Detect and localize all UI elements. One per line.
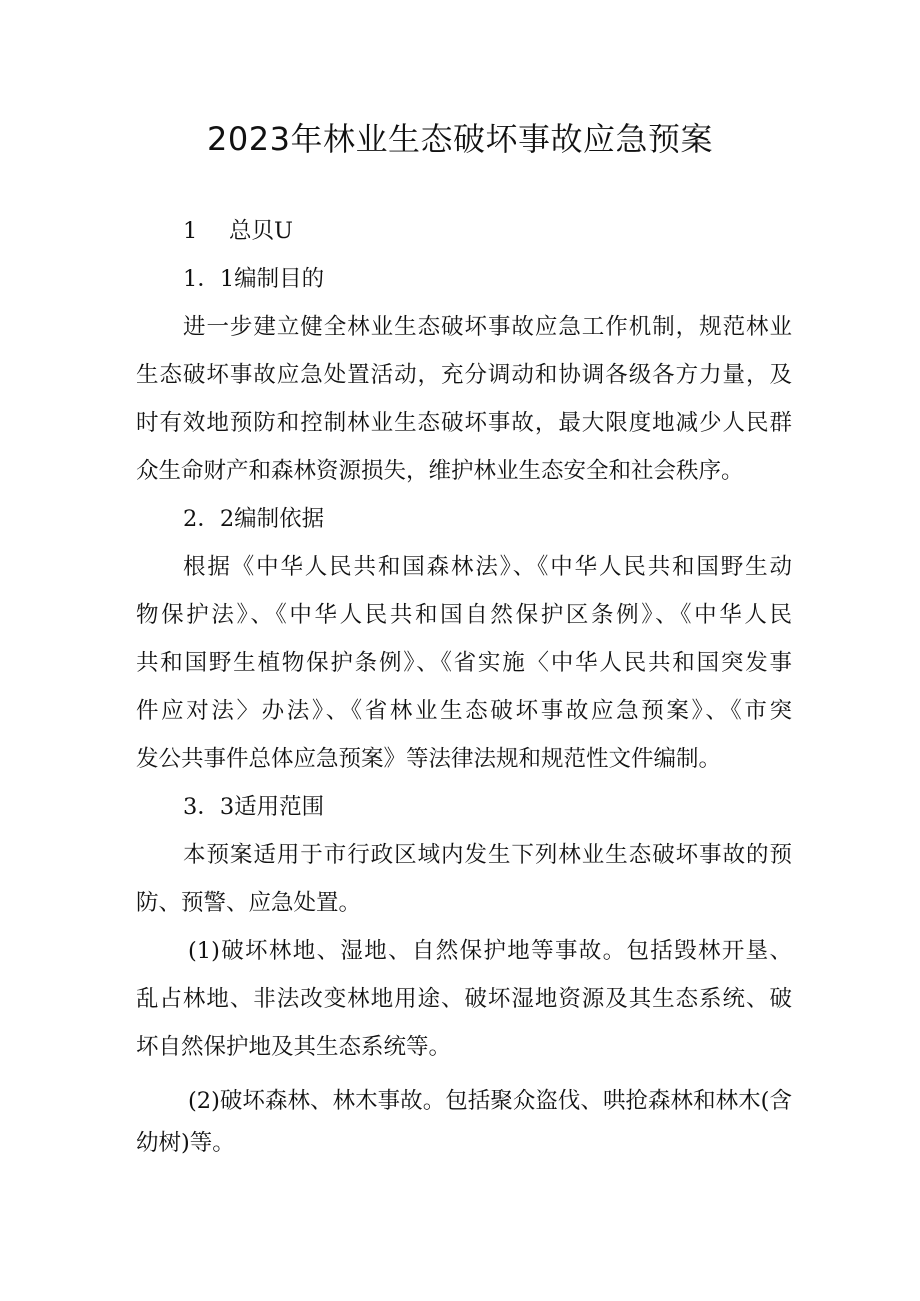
paragraph-purpose-line-3: 时有效地预防和控制林业生态破坏事故，最大限度地减少人民群 <box>136 410 792 436</box>
section-heading-1 <box>183 216 293 246</box>
scope-item-2-line-1: (2)破坏森林、林木事故。包括聚众盗伐、哄抢森林和林木(含 <box>188 1088 792 1114</box>
paragraph-basis-line-3: 共和国野生植物保护条例》、《省实施〈中华人民共和国突发事 <box>136 650 792 676</box>
scope-item-1-line-2: 乱占林地、非法改变林地用途、破坏湿地资源及其生态系统、破 <box>136 986 792 1012</box>
paragraph-basis-line-1: 根据《中华人民共和国森林法》、《中华人民共和国野生动 <box>183 554 792 580</box>
paragraph-basis-line-5: 发公共事件总体应急预案》等法律法规和规范性文件编制。 <box>136 746 722 772</box>
paragraph-purpose-line-4: 众生命财产和森林资源损失，维护林业生态安全和社会秩序。 <box>136 458 744 484</box>
scope-item-2-line-2: 幼树)等。 <box>136 1130 235 1156</box>
subsection-heading-1-1: 1．1编制目的 <box>183 266 325 292</box>
paragraph-purpose-line-2: 生态破坏事故应急处置活动，充分调动和协调各级各方力量，及 <box>136 362 792 388</box>
paragraph-scope-line-2: 防、预警、应急处置。 <box>136 890 362 916</box>
subsection-heading-2-2: 2．2编制依据 <box>183 506 325 532</box>
paragraph-basis-line-4: 件应对法〉办法》、《省林业生态破坏事故应急预案》、《市突 <box>136 698 792 724</box>
paragraph-purpose-line-1: 进一步建立健全林业生态破坏事故应急工作机制，规范林业 <box>183 314 792 340</box>
paragraph-basis-line-2: 物保护法》、《中华人民共和国自然保护区条例》、《中华人民 <box>136 602 792 628</box>
section-number: 1 <box>183 218 198 244</box>
paragraph-scope-line-1: 本预案适用于市行政区域内发生下列林业生态破坏事故的预 <box>183 842 792 868</box>
document-title: 2023年林业生态破坏事故应急预案 <box>207 120 713 158</box>
section-label: 总贝U <box>229 218 293 244</box>
scope-item-1-line-3: 坏自然保护地及其生态系统等。 <box>136 1034 452 1060</box>
subsection-heading-3-3: 3．3适用范围 <box>183 794 325 820</box>
scope-item-1-line-1: (1)破坏林地、湿地、自然保护地等事故。包括毁林开垦、 <box>188 938 792 964</box>
